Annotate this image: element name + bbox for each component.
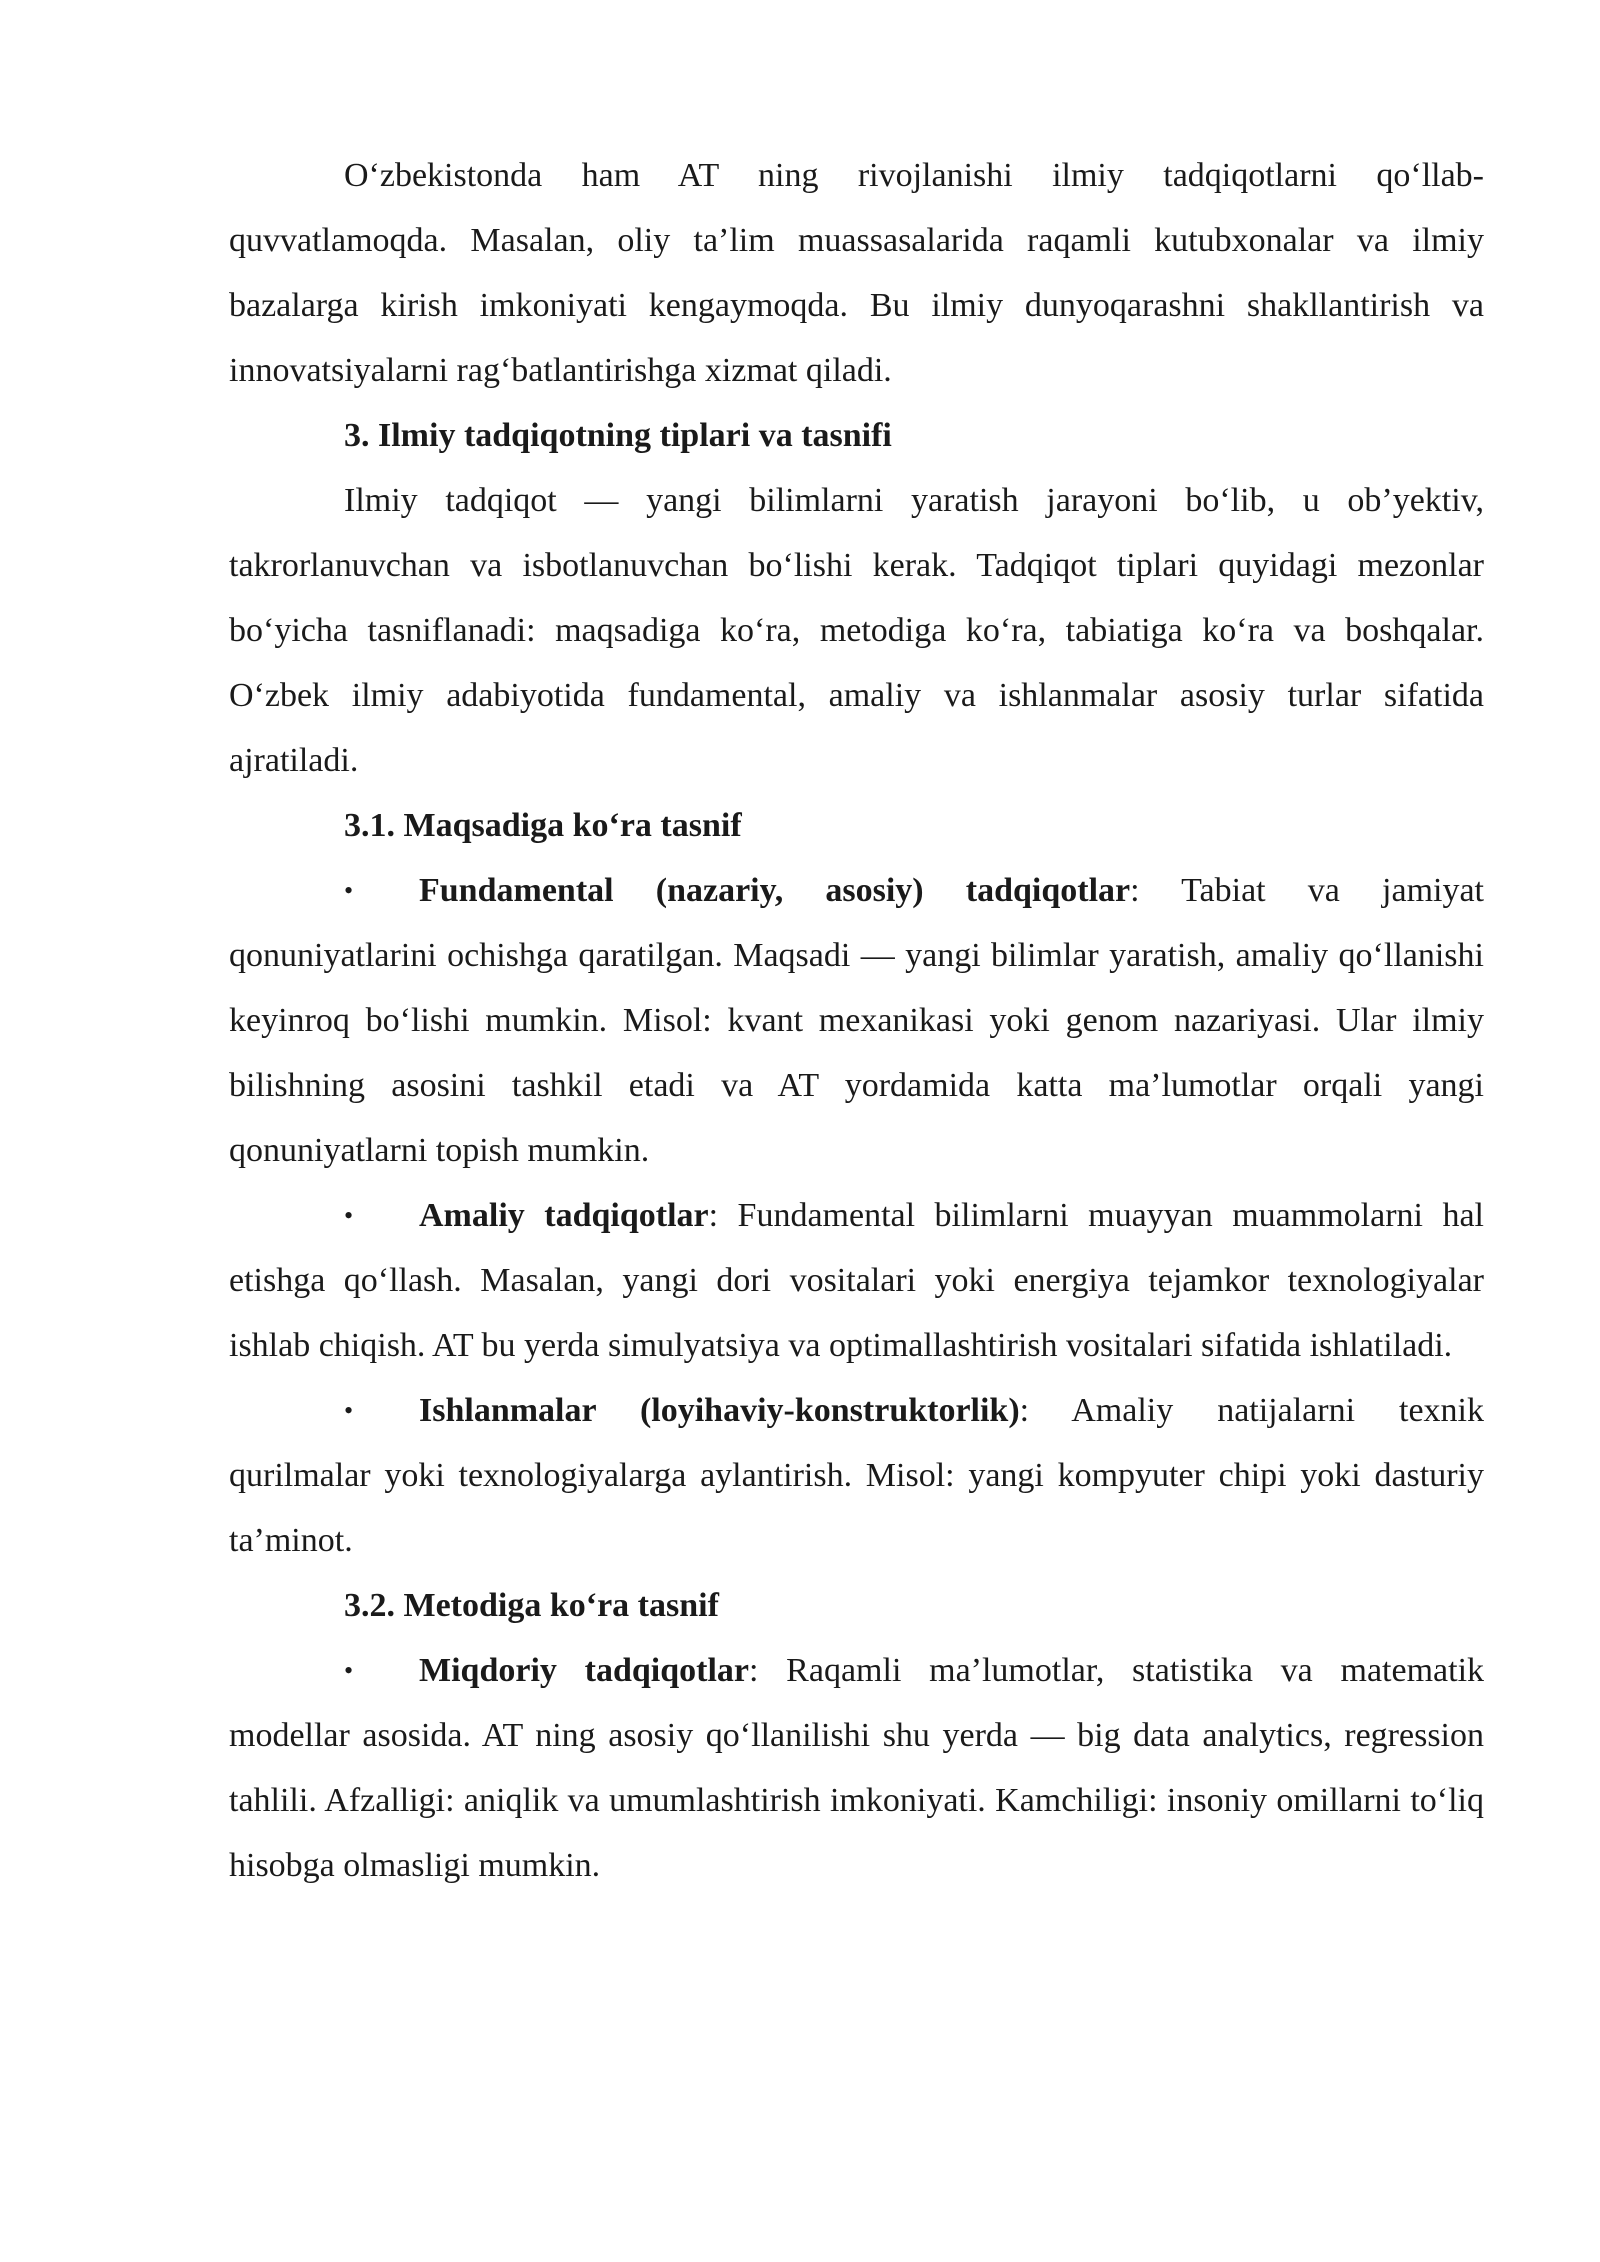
list-item-text: : Raqamli ma’lumotlar, statistika va matematik modellar asosida. AT ning asosiy qo‘llanilishi shu yerda — big data analytics, regression tahlili. Afzalligi: aniqlik va umumlashtirish imkoniyati. Kamchiligi: insoniy omillarni to‘liq hisobga olmasligi mumkin.	[229, 1652, 1485, 1884]
list-item-term: Amaliy tadqiqotlar	[419, 1197, 709, 1234]
list-item-applied	[229, 1183, 1484, 1378]
bullet-icon: •	[344, 1656, 354, 1685]
bullet-icon: •	[344, 1201, 354, 1230]
list-item-development	[229, 1378, 1484, 1573]
intro-paragraph: O‘zbekistonda ham AT ning rivojlanishi ilmiy tadqiqotlarni qo‘llab-quvvatlamoqda. Masalan, oliy ta’lim muassasalarida raqamli kutubxonalar va ilmiy bazalarga kirish imkoniyati kengaymoqda. Bu ilmiy dunyoqarashni shakllantirish va innovatsiyalarni rag‘batlantirishga xizmat qiladi.	[229, 157, 1484, 389]
section-3-2-heading: 3.2. Metodiga ko‘ra tasnif	[344, 1587, 719, 1624]
section-3-paragraph: Ilmiy tadqiqot — yangi bilimlarni yaratish jarayoni bo‘lib, u ob’yektiv, takrorlanuvchan va isbotlanuvchan bo‘lishi kerak. Tadqiqot tiplari quyidagi mezonlar bo‘yicha tasniflanadi: maqsadiga ko‘ra, metodiga ko‘ra, tabiatiga ko‘ra va boshqalar. O‘zbek ilmiy adabiyotida fundamental, amaliy va ishlanmalar asosiy turlar sifatida ajratiladi.	[229, 482, 1484, 779]
section-3-1-heading: 3.1. Maqsadiga ko‘ra tasnif	[344, 807, 742, 844]
list-item-fundamental	[229, 858, 1484, 1183]
list-item-term: Fundamental (nazariy, asosiy) tadqiqotlar	[419, 872, 1131, 909]
document-page	[229, 143, 1484, 1898]
list-item-text: : Tabiat va jamiyat qonuniyatlarini ochishga qaratilgan. Maqsadi — yangi bilimlar yaratish, amaliy qo‘llanishi keyinroq bo‘lishi mumkin. Misol: kvant mexanikasi yoki genom nazariyasi. Ular ilmiy bilishning asosini tashkil etadi va AT yordamida katta ma’lumotlar orqali yangi qonuniyatlarni topish mumkin.	[229, 872, 1484, 1169]
list-item-term: Ishlanmalar (loyihaviy-konstruktorlik)	[419, 1392, 1020, 1429]
list-item-quantitative	[229, 1638, 1484, 1898]
section-3-heading: 3. Ilmiy tadqiqotning tiplari va tasnifi	[344, 417, 892, 454]
list-item-text: : Fundamental bilimlarni muayyan muammolarni hal etishga qo‘llash. Masalan, yangi dori vositalari yoki energiya tejamkor texnologiyalar ishlab chiqish. AT bu yerda simulyatsiya va optimallashtirish vositalari sifatida ishlatiladi.	[229, 1197, 1484, 1364]
list-item-term: Miqdoriy tadqiqotlar	[419, 1652, 749, 1689]
bullet-icon: •	[344, 1396, 354, 1425]
bullet-icon: •	[344, 876, 354, 905]
list-item-text: : Amaliy natijalarni texnik qurilmalar yoki texnologiyalarga aylantirish. Misol: yangi kompyuter chipi yoki dasturiy ta’minot.	[229, 1392, 1484, 1559]
